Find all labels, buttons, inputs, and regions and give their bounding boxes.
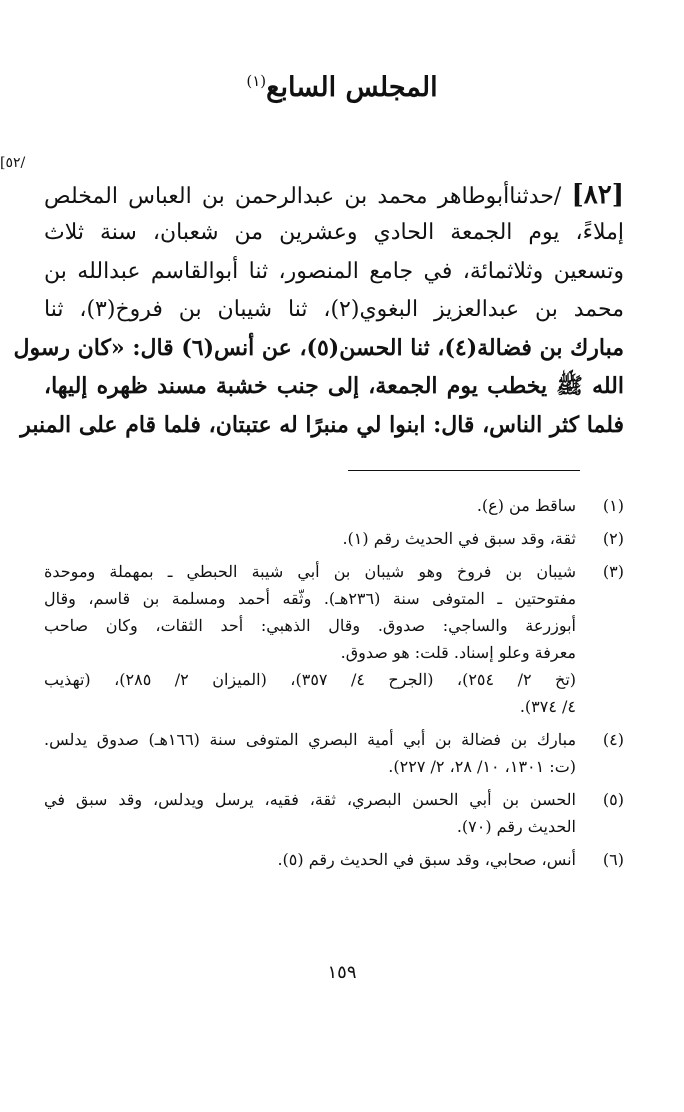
manuscript-folio-ref: /٥٢] xyxy=(0,155,26,171)
chapter-title xyxy=(0,72,684,103)
hadith-line: الله ﷺ يخطب يوم الجمعة، إلى جنب خشبة مسند ظهره إليها، xyxy=(44,373,624,400)
footnote-number: (١) xyxy=(602,496,624,515)
footnote-number: (٦) xyxy=(602,850,624,869)
hadith-line: [٨٢] /حدثناأبوطاهر محمد بن عبدالرحمن بن العباس المخلص xyxy=(44,180,624,210)
footnote: (٢) ثقة، وقد سبق في الحديث رقم (١). xyxy=(44,525,624,552)
hadith-text xyxy=(13,176,624,444)
hadith-number: [٨٢] xyxy=(571,180,624,210)
chapter-title-text: المجلس السابع xyxy=(266,72,438,103)
footnote-number: (٢) xyxy=(602,529,624,548)
hadith-line: فلما كثر الناس، قال: ابنوا لي منبرًا له عتبتان، فلما قام على المنبر xyxy=(20,411,624,438)
footnote: (٦) أنس، صحابي، وقد سبق في الحديث رقم (٥). xyxy=(44,846,624,873)
hadith-line: مبارك بن فضالة(٤)، ثنا الحسن(٥)، عن أنس(٦) قال: «كان رسول xyxy=(13,335,624,362)
page-number: ١٥٩ xyxy=(327,962,357,983)
footnote: (٥) الحسن بن أبي الحسن البصري، ثقة، فقيه، يرسل ويدلس، وقد سبق في الحديث رقم (٧٠). xyxy=(44,786,624,840)
hadith-line: إملاءً، يوم الجمعة الحادي وعشرين من شعبان، سنة ثلاث xyxy=(44,220,624,246)
footnote-separator xyxy=(348,470,580,471)
footnotes xyxy=(44,492,624,879)
footnote-number: (٣) xyxy=(602,562,624,581)
footnote: (٤) مبارك بن فضالة بن أبي أمية البصري المتوفى سنة (١٦٦هـ) صدوق يدلس. (ت: ١٣٠١، ١٠/ ٢٨، ٢/ ٢٢٧). xyxy=(44,726,624,780)
footnote-number: (٤) xyxy=(602,730,624,749)
footnote-number: (٥) xyxy=(602,790,624,809)
footnote: (٣) شيبان بن فروخ وهو شيبان بن أبي شيبة الحبطي ـ بمهملة وموحدة مفتوحتين ـ المتوفى سنة (٢٣٦هـ). وثّقه أحمد ومسلمة بن قاسم، وقال أبوزرعة والساجي: صدوق. وقال الذهبي: أحد الثقات، وكان صاحب معرفة وعلو إسناد. قلت: هو صدوق. (تخ ٢/ ٢٥٤)، (الجرح ٤/ ٣٥٧)، (الميزان ٢/ ٢٨٥)، (تهذيب ٤/ ٣٧٤). xyxy=(44,558,624,720)
title-footnote-mark: (١) xyxy=(246,72,267,90)
hadith-line: وتسعين وثلاثمائة، في جامع المنصور، ثنا أبوالقاسم عبدالله بن xyxy=(44,258,624,284)
footnote: (١) ساقط من (ع). xyxy=(44,492,624,519)
hadith-line: محمد بن عبدالعزيز البغوي(٢)، ثنا شيبان بن فروخ(٣)، ثنا xyxy=(44,296,624,322)
